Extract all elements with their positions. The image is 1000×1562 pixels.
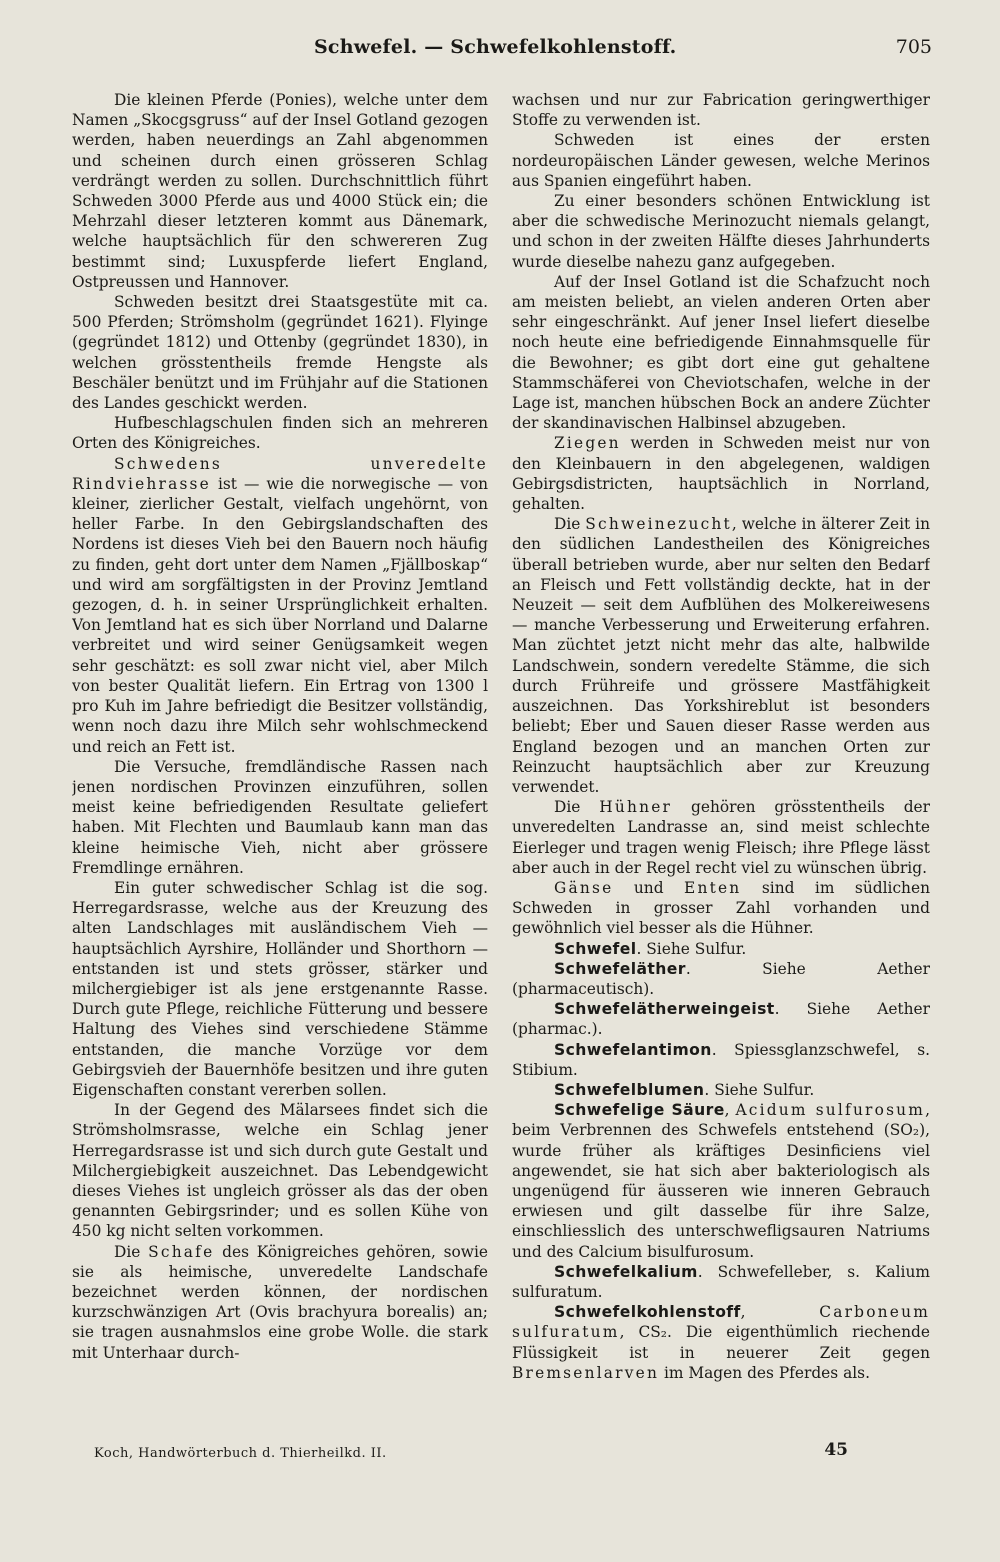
page-footer [94,1440,940,1470]
spaced-term: Bremsenlarven [512,1363,660,1382]
spaced-term: Acidum sulfurosum [735,1101,926,1120]
paragraph-foreign-breeds: Die Versuche, fremdländische Rassen nach jenen nordischen Provinzen einzuführen, sollen meist keine befriedigenden Resultate geliefert haben. Mit Flechten und Baumlaub kann man das kleine heimische Vieh, nicht aber grössere Fremdlinge ernähren. [72,757,488,877]
paragraph-ponies: Die kleinen Pferde (Ponies), welche unter dem Namen „Skocgsgruss“ auf der Insel Gotland gezogen werden, haben neuerdings an Zahl abgenommen und scheinen durch einen grösseren Schlag verdrängt werden zu sollen. Durchschnittlich führt Schweden 3000 Pferde aus und 4000 Stück ein; die Mehrzahl dieser letzteren kommt aus Dänemark, welche hauptsächlich für den schwereren Zug bestimmt sind; Luxuspferde liefert England, Ostpreussen und Hannover. [72,91,488,291]
paragraph-merino-breeding: Zu einer besonders schönen Entwicklung ist aber die schwedische Merinozucht niemals gelangt, und schon in der zweiten Hälfte dieses Jahrhunderts wurde dieselbe nahezu ganz aufgegeben. [512,192,930,271]
entry-headword: Schwefeläther [554,959,686,978]
spaced-term: Schafe [148,1242,215,1261]
spaced-term: Ziegen [554,434,621,453]
entry-schwefelblumen: Schwefelblumen. Siehe Sulfur. [554,1080,815,1099]
paragraph-sheep: Die Schafe des Königreiches gehören, sowie sie als heimische, unveredelte Landschafe bezeichnet werden können, der nordischen kurzschwänzigen Art (Ovis brachyura borealis) an; sie tragen ausnahmslos eine grobe Wolle. die stark mit Unterhaar durch- [72,1242,488,1362]
entry-schwefelkalium: Schwefelkalium. Schwefelleber, s. Kalium sulfuratum. [512,1262,930,1301]
running-header [60,32,940,66]
paragraph-cattle: Schwedens unveredelte Rindviehrasse ist — wie die norwegische — von kleiner, zierlicher Gestalt, vielfach ungehörnt, von heller Farbe. In den Gebirgslandschaften des Nordens ist dieses Vieh bei den Bauern noch häufig zu finden, geht dort unter dem Namen „Fjällboskap“ und wird am sorgfältigsten in der Provinz Jemtland gezogen, d. h. in seiner Ursprünglichkeit erhalten. Von Jemtland hat es sich über Norrland und Dalarne verbreitet und wird seiner Genügsamkeit wegen sehr geschätzt: es soll zwar nicht viel, aber Milch von bester Qualität liefern. Ein Ertrag von 1300 l pro Kuh im Jahre befriedigt die Besitzer vollständig, wenn noch dazu ihre Milch sehr wohlschmeckend und reich an Fett ist. [72,454,488,756]
left-column [72,90,488,1418]
paragraph-gotland-sheep: Auf der Insel Gotland ist die Schafzucht noch am meisten beliebt, an vielen anderen Orten aber sehr eingeschränkt. Auf jener Insel liefert dieselbe noch heute eine befriedigende Einnahmsquelle für die Bewohner; es gibt dort eine gut gehaltene Stammschäferei von Cheviotschafen, welche in der Lage ist, manchen hübschen Bock an andere Züchter der skandinavischen Halbinsel abzugeben. [512,272,930,433]
paragraph-wool-cont: wachsen und nur zur Fabrication geringwerthiger Stoffe zu verwenden ist. [512,91,930,130]
entry-headword: Schwefelkalium [554,1262,698,1281]
entry-schwefelige-saeure: Schwefelige Säure, Acidum sulfurosum, beim Verbrennen des Schwefels entstehend (SO₂), wurde früher als kräftiges Desinficiens viel angewendet, sie hat sich aber bakteriologisch als ungenügend für äusseren wie inneren Gebrauch erwiesen und gilt dasselbe für ihre Salze, einschliesslich des unterschwefligsauren Natriums und des Calcium bisulfurosum. [512,1101,930,1261]
entry-headword: Schwefelantimon [554,1040,712,1059]
entry-schwefelaetherweingeist: Schwefelätherweingeist. Siehe Aether (pharmac.). [512,1000,930,1039]
entry-headword: Schwefel [554,939,637,958]
spaced-term: Schwedens unveredelte Rindviehrasse [72,454,488,493]
right-column [512,90,930,1418]
spaced-term: Schweinezucht [585,515,732,534]
paragraph-herregard: Ein guter schwedischer Schlag ist die sog. Herregardsrasse, welche aus der Kreuzung des alten Landschlages mit ausländischem Vieh — hauptsächlich Ayrshire, Holländer und Shorthorn — entstanden ist und stets grösser, stärker und milchergiebiger ist als jene erstgenannte Rasse. Durch gute Pflege, reichliche Fütterung und bessere Haltung des Viehes sind verschiedene Stämme entstanden, die manche Vorzüge vor dem Gebirgsvieh der Bauernhöfe besitzen und ihre guten Eigenschaften constant vererben sollen. [72,878,488,1099]
paragraph-farrier-schools: Hufbeschlagschulen finden sich an mehreren Orten des Königreiches. [72,414,488,453]
entry-schwefelantimon: Schwefelantimon. Spiessglanzschwefel, s. Stibium. [512,1040,930,1079]
entry-headword: Schwefelätherweingeist [554,1000,775,1019]
paragraph-stromsholm: In der Gegend des Mälarsees findet sich die Strömsholmsrasse, welche ein Schlag jener Herregardsrasse ist und sich durch gute Gestalt und Milchergiebigkeit auszeichnet. Das Lebendgewicht dieses Viehes ist ungleich grösser als das der oben genannten Gebirgsrinder; und es sollen Kühe von 450 kg nicht selten vorkommen. [72,1101,488,1241]
paragraph-stud-farms: Schweden besitzt drei Staatsgestüte mit ca. 500 Pferden; Strömsholm (gegründet 1621). Flyinge (gegründet 1812) und Ottenby (gegründet 1830), in welchen grösstentheils fremde Hengste als Beschäler benützt und im Frühjahr auf die Stationen des Landes geschickt werden. [72,293,488,413]
page-number: 705 [895,36,932,58]
entry-headword: Schwefelblumen [554,1080,705,1099]
running-title: Schwefel. — Schwefelkohlenstoff. [314,36,677,58]
signature-mark: 45 [824,1440,848,1460]
paragraph-pigs: Die Schweinezucht, welche in älterer Zeit in den südlichen Landestheilen des Königreiches überall betrieben wurde, aber nur selten den Bedarf an Fleisch und Fett vollständig deckte, hat in der Neuzeit — seit dem Aufblühen des Molkereiwesens — manche Verbesserung und Erweiterung erfahren. Man züchtet jetzt nicht mehr das alte, halbwilde Landschwein, sondern veredelte Stämme, die sich durch Frühreife und grössere Mastfähigkeit auszeichnen. Das Yorkshireblut ist besonders beliebt; Eber und Sauen dieser Rasse werden aus England bezogen und an manchen Orten zur Reinzucht hauptsächlich aber zur Kreuzung verwendet. [512,515,930,796]
entry-schwefelaether: Schwefeläther. Siehe Aether (pharmaceutisch). [512,959,930,998]
spaced-term: Enten [684,878,742,897]
spaced-term: Hühner [599,798,673,817]
paragraph-goats: Ziegen werden in Schweden meist nur von den Kleinbauern in den abgelegenen, waldigen Gebirgsdistricten, hauptsächlich in Norrland, gehalten. [512,434,930,514]
spaced-term: Gänse [554,878,614,897]
source-line: Koch, Handwörterbuch d. Thierheilkd. II. [94,1446,387,1461]
paragraph-merinos: Schweden ist eines der ersten nordeuropäischen Länder gewesen, welche Merinos aus Spanien eingeführt haben. [512,131,930,190]
paragraph-chickens: Die Hühner gehören grösstentheils der unveredelten Landrasse an, sind meist schlechte Eierleger und tragen wenig Fleisch; ihre Pflege lässt aber auch in der Regel recht viel zu wünschen übrig. [512,798,930,877]
entry-schwefel: Schwefel. Siehe Sulfur. [554,939,747,958]
entry-headword: Schwefelkohlenstoff [554,1303,741,1322]
spaced-term: Carboneum sulfuratum [512,1303,930,1342]
entry-headword: Schwefelige Säure [554,1101,725,1120]
paragraph-geese-ducks: Gänse und Enten sind im südlichen Schweden in grosser Zahl vorhanden und gewöhnlich viel besser als die Hühner. [512,878,930,938]
entry-schwefelkohlenstoff: Schwefelkohlenstoff, Carboneum sulfuratum, CS₂. Die eigenthümlich riechende Flüssigkeit ist in neuerer Zeit gegen Bremsenlarven im Magen des Pferdes als. [512,1303,930,1382]
